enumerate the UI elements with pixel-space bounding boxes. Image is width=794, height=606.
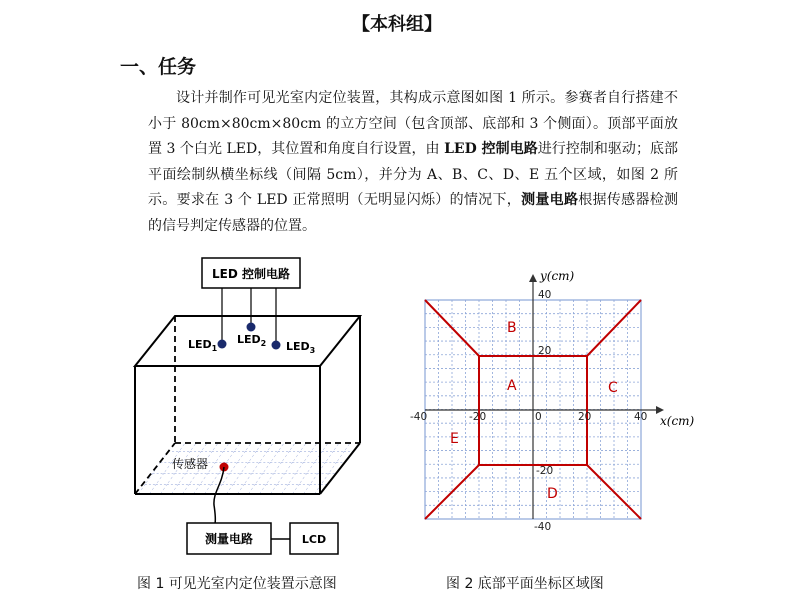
y-tick-neg20: -20	[536, 465, 554, 477]
led1-dot	[218, 340, 227, 349]
x-tick-neg20: -20	[469, 411, 487, 423]
x-tick-40: 40	[634, 411, 648, 423]
led-control-label: LED 控制电路	[212, 267, 290, 281]
region-label-e: E	[450, 431, 459, 447]
task-bold-led-control: LED 控制电路	[444, 141, 538, 158]
y-tick-20: 20	[538, 345, 552, 357]
region-label-a: A	[507, 378, 517, 394]
sensor-label: 传感器	[172, 457, 209, 471]
figure-2-caption: 图 2 底部平面坐标区域图	[446, 576, 604, 592]
measure-label: 测量电路	[204, 532, 254, 546]
region-label-d: D	[547, 486, 558, 502]
region-label-b: B	[507, 320, 517, 336]
page-title: 【本科组】	[352, 14, 442, 35]
figure-1-caption: 图 1 可见光室内定位装置示意图	[137, 576, 337, 592]
task-text-3: 根据传感器检测的信号判定传感器的位置。	[148, 192, 679, 234]
task-text-1: 设计并制作可见光室内定位装置，其构成示意图如图 1 所示。参赛者自行搭建不小于 80cm×80cm×80cm 的立方空间（包含顶部、底部和 3 个侧面）。顶部平面放置 3 个白光 LED，其位置和角度自行设置，由	[148, 90, 678, 158]
x-tick-0: 0	[535, 411, 542, 423]
figure-1-diagram	[0, 0, 400, 570]
figure-2-diagram	[400, 260, 794, 560]
led2-label: $LED_2$	[237, 333, 267, 348]
region-label-c: C	[608, 380, 618, 396]
y-tick-40: 40	[538, 289, 552, 301]
x-tick-neg40: -40	[410, 411, 428, 423]
y-axis-arrow	[529, 274, 537, 282]
y-tick-neg40: -40	[534, 521, 552, 533]
led3-label: $LED_3$	[286, 340, 316, 355]
led3-dot	[272, 341, 281, 350]
led1-label: $LED_1$	[188, 338, 218, 353]
lcd-label: LCD	[301, 533, 327, 546]
y-axis-label: y(cm)	[540, 269, 575, 283]
x-axis-label: x(cm)	[660, 414, 695, 428]
led2-dot	[247, 323, 256, 332]
x-axis-arrow	[656, 406, 664, 414]
task-bold-measure: 测量电路	[521, 192, 579, 209]
x-tick-20: 20	[578, 411, 592, 423]
section-heading: 一、任务	[120, 56, 197, 78]
task-text-2: 进行控制和驱动；底部平面绘制纵横坐标线（间隔 5cm），并分为 A、B、C、D、E 五个区域，如图 2 所示。要求在 3 个 LED 正常照明（无明显闪烁）的情况下，	[148, 141, 679, 209]
